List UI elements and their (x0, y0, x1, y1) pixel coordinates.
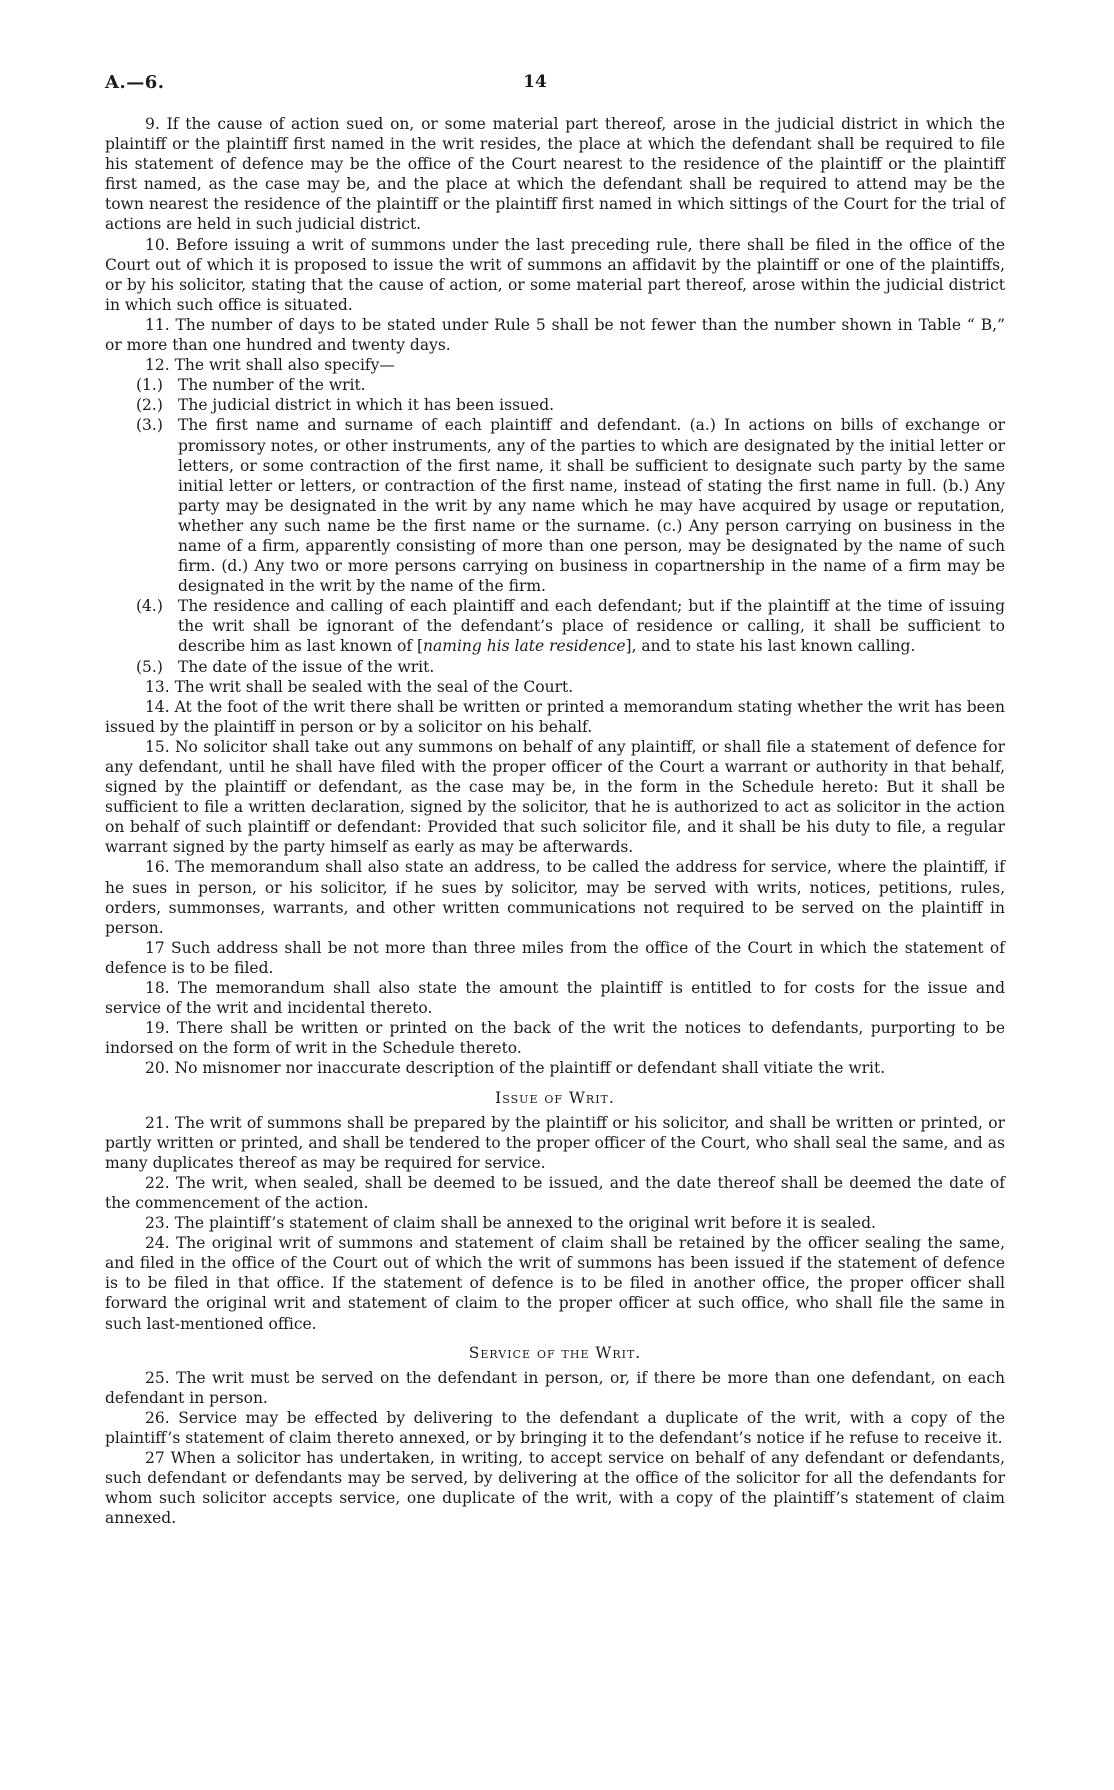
item-text: The date of the issue of the writ. (178, 657, 435, 676)
rule-12-item-4 (136, 596, 1005, 656)
rule-15: 15. No solicitor shall take out any summons on behalf of any plaintiff, or shall file a statement of defence for any defendant, until he shall have filed with the proper officer of the Court a warrant or authority in that behalf, signed by the plaintiff or defendant, as the case may be, in the form in the Schedule hereto: But it shall be sufficient to file a written declaration, signed by the solicitor, that he is authorized to act as solicitor in the action on behalf of such plaintiff or defendant: Provided that such solicitor file, and it shall be his duty to file, a regular warrant signed by the party himself as early as may be afterwards. (105, 737, 1005, 857)
item-number: (4.) (136, 597, 163, 616)
rule-12-item-3 (136, 415, 1005, 596)
rule-25: 25. The writ must be served on the defendant in person, or, if there be more than one defendant, on each defendant in person. (105, 1368, 1005, 1407)
item-number: (1.) (136, 376, 163, 395)
rule-19: 19. There shall be written or printed on the back of the writ the notices to defendants, purporting to be indorsed on the form of writ in the Schedule thereto. (105, 1019, 1005, 1058)
rule-12-item-2 (136, 395, 1005, 415)
rule-9: 9. If the cause of action sued on, or some material part thereof, arose in the judicial district in which the plaintiff or the plaintiff first named in the writ resides, the place at which the defendant shall be required to file his statement of defence may be the office of the Court nearest to the residence of the plaintiff or the plaintiff first named, as the case may be, and the place at which the defendant shall be required to attend may be the town nearest the residence of the plaintiff or the plaintiff first named in which sittings of the Court for the trial of actions are held in such judicial district. (105, 115, 1005, 234)
rule-13: 13. The writ shall be sealed with the seal of the Court. (145, 677, 574, 696)
rule-18: 18. The memorandum shall also state the amount the plaintiff is entitled to for costs for the issue and service of the writ and incidental thereto. (105, 979, 1005, 1018)
rule-27: 27 When a solicitor has undertaken, in writing, to accept service on behalf of any defendant or defendants, such defendant or defendants may be served, by delivering at the office of the solicitor for all the defendants for whom such solicitor accepts service, one duplicate of the writ, with a copy of the plaintiff’s statement of claim annexed. (105, 1449, 1005, 1528)
item-text: The first name and surname of each plaintiff and defendant. (a.) In actions on bills of exchange or promissory notes, or other instruments, any of the parties to which are designated by the initial letter or letters, or some contraction of the first name, it shall be sufficient to designate such party by the same initial letter or letters, or contraction of the first name, instead of stating the first name in full. (b.) Any party may be designated in the writ by any name which he may have acquired by usage or reputation, whether any such name be the first name or the surname. (c.) Any person carrying on business in the name of a firm, apparently consisting of more than one person, may be designated by the name of such firm. (d.) Any two or more persons carrying on business in copartnership in the name of a firm may be designated in the writ by the name of the firm. (178, 416, 1005, 596)
rule-17: 17 Such address shall be not more than three miles from the office of the Court in which the statement of defence is to be filed. (105, 938, 1005, 977)
rule-12-item-5 (136, 657, 1005, 677)
page-header (105, 72, 1005, 94)
item-text-italic: naming his late residence (423, 637, 626, 656)
rule-16: 16. The memorandum shall also state an address, to be called the address for service, where the plaintiff, if he sues in person, or his solicitor, if he sues by solicitor, may be served with writs, notices, petitions, rules, orders, summonses, warrants, and other written communications not required to be served on the plaintiff in person. (105, 858, 1005, 937)
item-number: (5.) (136, 657, 163, 676)
rule-23: 23. The plaintiff’s statement of claim shall be annexed to the original writ before it is sealed. (145, 1214, 876, 1233)
item-number: (3.) (136, 416, 163, 435)
rule-24: 24. The original writ of summons and statement of claim shall be retained by the officer sealing the same, and filed in the office of the Court out of which the writ of summons has been issued if the statement of defence is to be filed in that office. If the statement of defence is to be filed in another office, the proper officer shall forward the original writ and statement of claim to the proper officer at such office, who shall file the same in such last-mentioned office. (105, 1234, 1005, 1333)
rule-26: 26. Service may be effected by delivering to the defendant a duplicate of the writ, with a copy of the plaintiff’s statement of claim thereto annexed, or by bringing it to the defendant’s notice if he refuse to receive it. (105, 1408, 1005, 1447)
item-text: The judicial district in which it has been issued. (178, 396, 555, 415)
section-heading-issue-of-writ: Issue of Writ. (495, 1088, 615, 1107)
item-number: (2.) (136, 396, 163, 415)
page-number: 14 (523, 72, 547, 92)
rule-10: 10. Before issuing a writ of summons under the last preceding rule, there shall be filed in the office of the Court out of which it is proposed to issue the writ of summons an affidavit by the plaintiff or one of the plaintiffs, or by his solicitor, stating that the cause of action, or some material part thereof, arose within the judicial district in which such office is situated. (105, 235, 1005, 314)
rule-14: 14. At the foot of the writ there shall be written or printed a memorandum stating whether the writ has been issued by the plaintiff in person or by a solicitor on his behalf. (105, 697, 1005, 736)
rule-20: 20. No misnomer nor inaccurate description of the plaintiff or defendant shall vitiate the writ. (145, 1059, 886, 1078)
document-body (105, 114, 1005, 1528)
rule-22: 22. The writ, when sealed, shall be deemed to be issued, and the date thereof shall be deemed the date of the commencement of the action. (105, 1173, 1005, 1212)
item-text-before: The residence and calling of each plaintiff and each defendant; but if the plaintiff at the time of issuing the writ shall be ignorant of the defendant’s place of residence or calling, it shall be sufficient to describe him as last known of [ (178, 597, 1005, 656)
item-text: The number of the writ. (178, 376, 366, 395)
rule-12: 12. The writ shall also specify— (145, 356, 395, 375)
item-text-after: ], and to state his last known calling. (625, 637, 916, 656)
rule-11: 11. The number of days to be stated under Rule 5 shall be not fewer than the number shown in Table “ B,” or more than one hundred and twenty days. (105, 315, 1005, 355)
series-reference: A.—6. (105, 72, 165, 93)
rule-12-item-1 (136, 375, 1005, 395)
section-heading-service-of-writ: Service of the Writ. (468, 1343, 642, 1362)
rule-21: 21. The writ of summons shall be prepared by the plaintiff or his solicitor, and shall be written or printed, or partly written or printed, and shall be tendered to the proper officer of the Court, who shall seal the same, and as many duplicates thereof as may be required for service. (105, 1113, 1005, 1172)
